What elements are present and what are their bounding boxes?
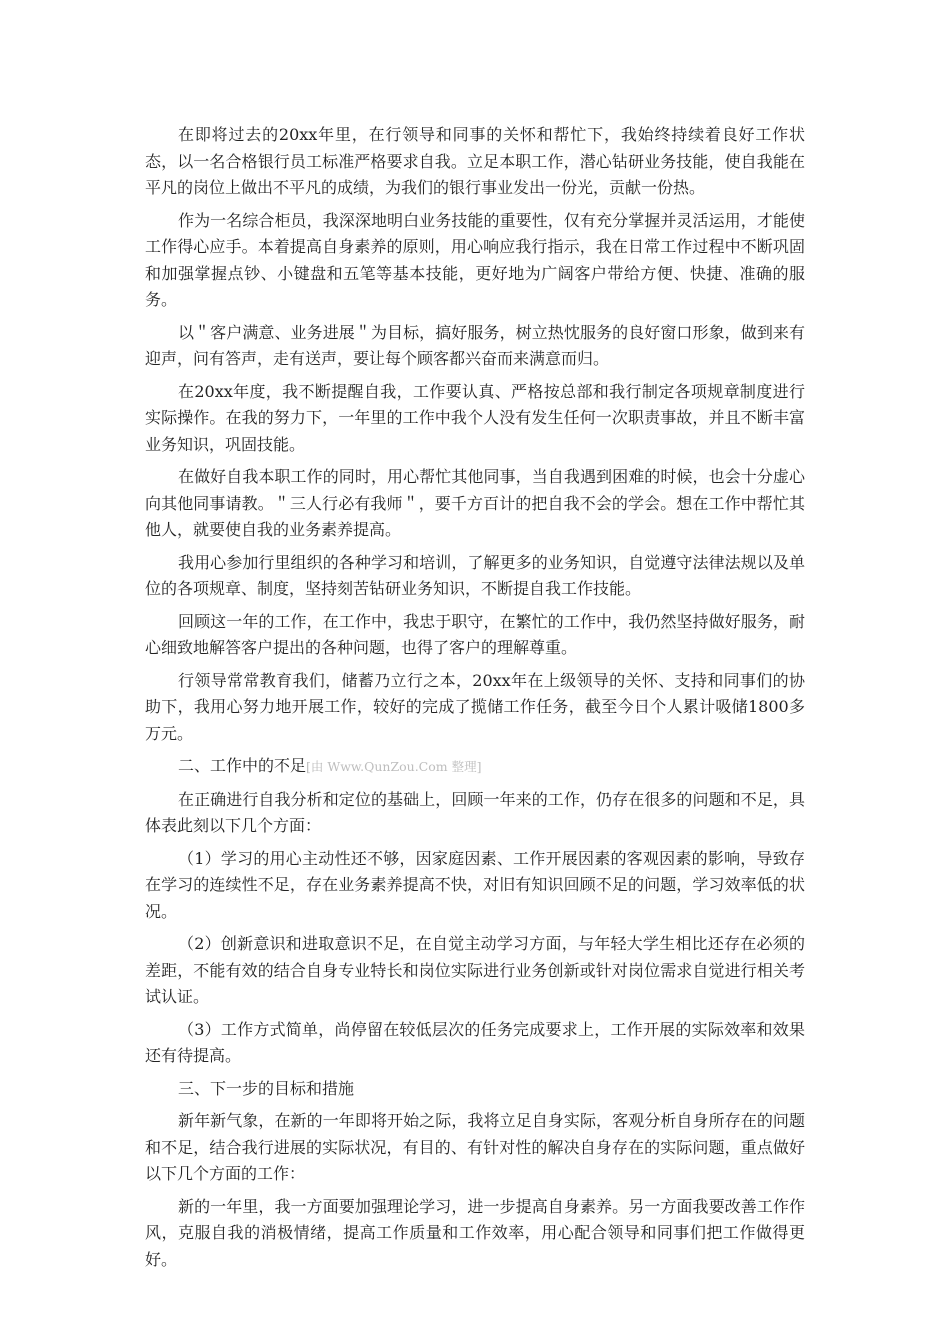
paragraph-skills: 作为一名综合柜员，我深深地明白业务技能的重要性，仅有充分掌握并灵活运用，才能使工作得心应手。本着提高自身素养的原则，用心响应我行指示，我在日常工作过程中不断巩固和加强掌握点钞、小键盘和五笔等基本技能，更好地为广阔客户带给方便、快捷、准确的服务。: [145, 210, 805, 309]
paragraph-item-3: （3）工作方式简单，尚停留在较低层次的任务完成要求上，工作开展的实际效率和效果还有待提高。: [145, 1019, 805, 1065]
paragraph-rules: 在20xx年度，我不断提醒自我，工作要认真、严格按总部和我行制定各项规章制度进行实际操作。在我的努力下，一年里的工作中我个人没有发生任何一次职责事故，并且不断丰富业务知识，巩固技能。: [145, 381, 805, 454]
paragraph-plan: 新的一年里，我一方面要加强理论学习，进一步提高自身素养。另一方面我要改善工作作风，克服自我的消极情绪，提高工作质量和工作效率，用心配合领导和同事们把工作做得更好。: [145, 1196, 805, 1269]
paragraph-new-year: 新年新气象，在新的一年即将开始之际，我将立足自身实际，客观分析自身所存在的问题和不足，结合我行进展的实际状况，有目的、有针对性的解决自身存在的实际问题，重点做好以下几个方面的工作：: [145, 1111, 805, 1183]
section-heading-shortcomings: [145, 753, 805, 781]
paragraph-deposits: 行领导常常教育我们，储蓄乃立行之本，20xx年在上级领导的关怀、支持和同事们的协助下，我用心努力地开展工作，较好的完成了揽储工作任务，截至今日个人累计吸储1800多万元。: [145, 670, 805, 743]
paragraph-review: 回顾这一年的工作，在工作中，我忠于职守，在繁忙的工作中，我仍然坚持做好服务，耐心细致地解答客户提出的各种问题，也得了客户的理解尊重。: [145, 611, 805, 657]
paragraph-intro: 在即将过去的20xx年里，在行领导和同事的关怀和帮忙下，我始终持续着良好工作状态，以一名合格银行员工标准严格要求自我。立足本职工作，潜心钻研业务技能，使自我能在平凡的岗位上做出不平凡的成绩，为我们的银行事业发出一份光，贡献一份热。: [145, 125, 805, 197]
paragraph-colleagues: 在做好自我本职工作的同时，用心帮忙其他同事，当自我遇到困难的时候，也会十分虚心向其他同事请教。＂三人行必有我师＂，要千方百计的把自我不会的学会。想在工作中帮忙其他人，就要使自我的业务素养提高。: [145, 467, 805, 539]
paragraph-item-1: （1）学习的用心主动性还不够，因家庭因素、工作开展因素的客观因素的影响，导致存在学习的连续性不足，存在业务素养提高不快，对旧有知识回顾不足的问题，学习效率低的状况。: [145, 848, 805, 921]
document-body: [145, 122, 805, 1279]
section-heading-text: 二、工作中的不足: [178, 756, 307, 775]
section-heading-goals: 三、下一步的目标和措施: [178, 1078, 355, 1098]
paragraph-training: 我用心参加行里组织的各种学习和培训，了解更多的业务知识，自觉遵守法律法规以及单位的各项规章、制度，坚持刻苦钻研业务知识，不断提自我工作技能。: [145, 552, 805, 598]
watermark-text: [由 Www.QunZou.Com 整理]: [306, 759, 482, 774]
paragraph-analysis: 在正确进行自我分析和定位的基础上，回顾一年来的工作，仍存在很多的问题和不足，具体表此刻以下几个方面：: [145, 789, 805, 835]
paragraph-item-2: （2）创新意识和进取意识不足，在自觉主动学习方面，与年轻大学生相比还存在必须的差距，不能有效的结合自身专业特长和岗位实际进行业务创新或针对岗位需求自觉进行相关考试认证。: [145, 934, 805, 1006]
paragraph-service: 以＂客户满意、业务进展＂为目标，搞好服务，树立热忱服务的良好窗口形象，做到来有迎声，问有答声，走有送声，要让每个顾客都兴奋而来满意而归。: [145, 322, 805, 368]
